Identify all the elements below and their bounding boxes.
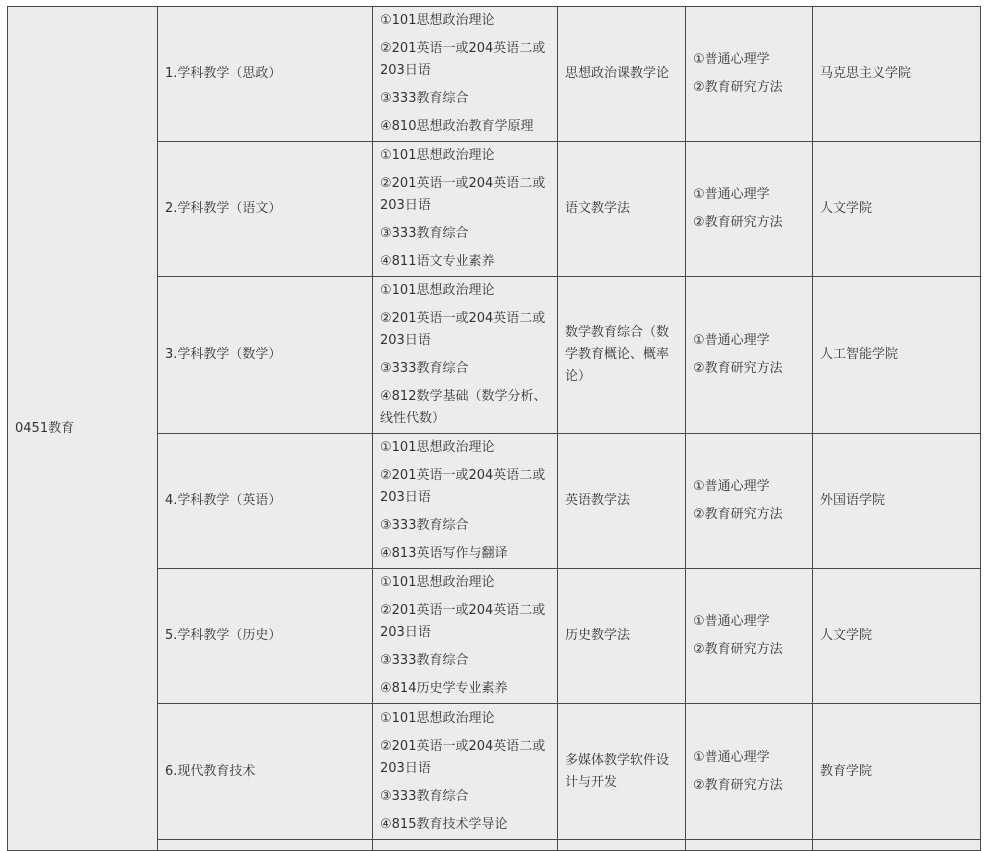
exam-subject: ②201英语一或204英语二或203日语 xyxy=(380,176,546,213)
direction-cell: 4.学科教学（英语） xyxy=(158,434,373,569)
retest-subject: ②教育研究方法 xyxy=(693,361,783,376)
direction-cell: 1.学科教学（思政） xyxy=(158,7,373,142)
college-name: 人文学院 xyxy=(813,142,981,277)
addon-exam: 多媒体教学软件设计与开发 xyxy=(558,704,686,840)
college-name: 人工智能学院 xyxy=(813,277,981,434)
exam-subject: ①101思想政治理论 xyxy=(380,710,495,726)
major-name: 0451教育 xyxy=(8,7,158,851)
retest-subjects xyxy=(686,569,813,704)
retest-subject: ②教育研究方法 xyxy=(693,215,783,230)
exam-subjects xyxy=(373,7,558,142)
retest-subject: ②教育研究方法 xyxy=(693,507,783,522)
college-name: 马克思主义学院 xyxy=(813,7,981,142)
exam-subject: ①101思想政治理论 xyxy=(380,13,495,28)
exam-subject: ③333教育综合 xyxy=(380,226,469,241)
exam-subject: ①101思想政治理论 xyxy=(380,283,495,298)
exam-subjects xyxy=(373,142,558,277)
direction-cell: 6.现代教育技术 xyxy=(158,704,373,840)
retest-subjects xyxy=(686,277,813,434)
exam-subject: ①101思想政治理论 xyxy=(380,440,495,455)
exam-subject: ④810思想政治教育学原理 xyxy=(380,119,534,134)
exam-subject: ②201英语一或204英语二或203日语 xyxy=(380,738,546,776)
exam-subjects xyxy=(373,434,558,569)
retest-subject: ①普通心理学 xyxy=(693,479,770,494)
college-name: 人文学院 xyxy=(813,569,981,704)
retest-subject: ②教育研究方法 xyxy=(693,80,783,95)
direction-cell: 2.学科教学（语文） xyxy=(158,142,373,277)
retest-subject: ①普通心理学 xyxy=(693,614,770,629)
exam-subjects xyxy=(373,569,558,704)
exam-subject: ④813英语写作与翻译 xyxy=(380,546,508,561)
addon-exam: 思想政治课教学论 xyxy=(558,7,686,142)
exam-subject: ③333教育综合 xyxy=(380,518,469,533)
retest-subject: ①普通心理学 xyxy=(693,333,770,348)
exam-subject: ①101思想政治理论 xyxy=(380,575,495,590)
retest-subjects xyxy=(686,142,813,277)
addon-exam: 数学教育综合（数学教育概论、概率论） xyxy=(558,277,686,434)
exam-subject: ③333教育综合 xyxy=(380,653,469,668)
retest-subject: ②教育研究方法 xyxy=(693,642,783,657)
exam-subject: ①101思想政治理论 xyxy=(380,148,495,163)
exam-subject: ③333教育综合 xyxy=(380,361,469,376)
retest-subjects xyxy=(686,704,813,840)
admissions-table xyxy=(7,6,981,851)
retest-subjects xyxy=(686,7,813,142)
exam-subjects xyxy=(373,277,558,434)
exam-subject: ②201英语一或204英语二或203日语 xyxy=(380,311,546,348)
addon-exam: 英语教学法 xyxy=(558,434,686,569)
exam-subject: ④812数学基础（数学分析、线性代数） xyxy=(380,389,547,426)
exam-subject: ④811语文专业素养 xyxy=(380,254,495,269)
addon-exam: 语文教学法 xyxy=(558,142,686,277)
direction-cell: 3.学科教学（数学） xyxy=(158,277,373,434)
table-row xyxy=(8,7,981,142)
retest-subject: ①普通心理学 xyxy=(693,187,770,202)
college-name: 外国语学院 xyxy=(813,434,981,569)
exam-subject: ④814历史学专业素养 xyxy=(380,681,508,696)
exam-subject: ④815教育技术学导论 xyxy=(380,816,508,832)
exam-subject: ③333教育综合 xyxy=(380,788,469,804)
addon-exam: 历史教学法 xyxy=(558,569,686,704)
retest-subject: ①普通心理学 xyxy=(693,749,770,765)
direction-cell: 5.学科教学（历史） xyxy=(158,569,373,704)
exam-subjects xyxy=(373,704,558,840)
exam-subject: ②201英语一或204英语二或203日语 xyxy=(380,603,546,640)
exam-subject: ②201英语一或204英语二或203日语 xyxy=(380,41,546,78)
retest-subject: ①普通心理学 xyxy=(693,52,770,67)
retest-subject: ②教育研究方法 xyxy=(693,777,783,793)
exam-subject: ②201英语一或204英语二或203日语 xyxy=(380,468,546,505)
retest-subjects xyxy=(686,434,813,569)
college-name: 教育学院 xyxy=(813,704,981,840)
exam-subject: ③333教育综合 xyxy=(380,91,469,106)
